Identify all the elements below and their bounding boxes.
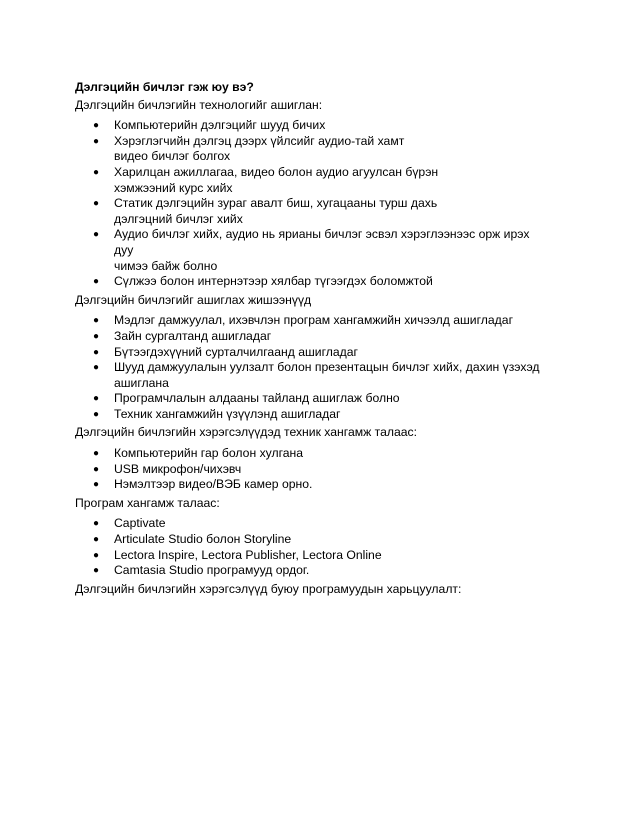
list-item-text: Компьютерийн дэлгэцийг шууд бичих	[114, 118, 326, 133]
bullet-icon: ●	[93, 549, 100, 561]
list-item	[93, 118, 575, 134]
bullet-icon: ●	[93, 120, 100, 132]
bullet-icon: ●	[93, 534, 100, 546]
list-item	[93, 328, 575, 345]
bullet-icon: ●	[93, 315, 100, 327]
document-page	[75, 80, 575, 597]
list-item-text: чимээ байж болно	[114, 258, 218, 273]
document-title: Дэлгэцийн бичлэг гэж юу вэ?	[75, 80, 254, 94]
bullet-icon: ●	[93, 408, 100, 420]
bullet-icon: ●	[93, 330, 100, 342]
list-item	[93, 516, 575, 532]
list-item	[93, 227, 575, 274]
bullet-icon: ●	[93, 479, 100, 491]
list-item-text: Бүтээгдэхүүний сурталчилгаанд ашигладаг	[114, 344, 358, 359]
list-item-text: Хэрэглэгчийн дэлгэц дээрх үйлсийг аудио-тай хамт	[114, 133, 405, 148]
bullet-icon: ●	[93, 362, 100, 374]
bullet-icon: ●	[93, 229, 100, 241]
list-item-text: Camtasia Studio програмууд ордог.	[114, 563, 310, 578]
section-heading: Дэлгэцийн бичлэгийг ашиглах жишээнүүд	[75, 292, 312, 307]
list-item-text: Програмчлалын алдааны тайланд ашиглаж болно	[114, 391, 400, 406]
list-item	[93, 164, 575, 196]
bullet-icon: ●	[93, 393, 100, 405]
list-item-text: видео бичлэг болгох	[114, 149, 231, 164]
section-heading: Дэлгэцийн бичлэгийн хэрэгсэлүүдэд техник хангамж талаас:	[75, 425, 418, 440]
list-item-text: Lectora Inspire, Lectora Publisher, Lectora Online	[114, 547, 382, 562]
list-item-text: Articulate Studio болон Storyline	[114, 532, 292, 547]
list-item-text: Мэдлэг дамжуулал, ихэвчлэн програм хангамжийн хичээлд ашигладаг	[114, 313, 514, 328]
list-item-text: дэлгэцний бичлэг хийх	[114, 211, 243, 226]
list-item	[93, 547, 575, 564]
list-item-text: USB микрофон/чихэвч	[114, 461, 242, 476]
list-item-text: Нэмэлтээр видео/ВЭБ камер орно.	[114, 477, 313, 492]
list-item	[93, 360, 575, 391]
list-item-text: хэмжээний курс хийх	[114, 180, 233, 195]
document-body	[75, 98, 575, 598]
list-item	[93, 391, 575, 407]
list-item-text: Харилцан ажиллагаа, видео болон аудио агуулсан бүрэн	[114, 164, 439, 179]
list-item-text: Captivate	[114, 516, 166, 531]
bullet-icon: ●	[93, 135, 100, 147]
list-item	[93, 274, 575, 290]
bullet-icon: ●	[93, 518, 100, 530]
list-item	[93, 446, 575, 462]
bullet-icon: ●	[93, 448, 100, 460]
list-item	[93, 196, 575, 227]
list-item	[93, 133, 575, 165]
bullet-icon: ●	[93, 346, 100, 358]
section-heading: Дэлгэцийн бичлэгийн хэрэгсэлүүд буюу програмуудын харьцуулалт:	[75, 581, 462, 596]
section-heading: Програм хангамж талаас:	[75, 495, 220, 510]
bullet-icon: ●	[93, 166, 100, 178]
list-item-text: Шууд дамжуулалын уулзалт болон презентацын бичлэг хийх, дахин үзэхэд	[114, 360, 540, 375]
list-item-text: Компьютерийн гар болон хулгана	[114, 446, 304, 461]
list-item	[93, 532, 575, 548]
list-item	[93, 461, 575, 478]
list-item-text: Сүлжээ болон интернэтээр хялбар түгээгдэх боломжтой	[114, 274, 433, 289]
bullet-icon: ●	[93, 565, 100, 577]
bullet-icon: ●	[93, 198, 100, 210]
list-item-text: Аудио бичлэг хийх, аудио нь ярианы бичлэг эсвэл хэрэглээнээс орж ирэх	[114, 227, 530, 242]
list-item	[93, 344, 575, 361]
list-item	[93, 563, 575, 579]
list-item	[93, 406, 575, 423]
list-item-text: Зайн сургалтанд ашигладаг	[114, 328, 272, 343]
list-item	[93, 313, 575, 329]
bullet-list	[75, 516, 575, 578]
bullet-list	[75, 118, 575, 290]
bullet-icon: ●	[93, 463, 100, 475]
bullet-list	[75, 313, 575, 422]
list-item-text: Техник хангамжийн үзүүлэнд ашигладаг	[114, 406, 341, 421]
list-item-text: ашиглана	[114, 375, 169, 390]
list-item-text: Статик дэлгэцийн зураг авалт биш, хугацааны турш дахь	[114, 196, 438, 211]
list-item-text: дуу	[114, 242, 134, 257]
bullet-icon: ●	[93, 276, 100, 288]
bullet-list	[75, 446, 575, 493]
section-heading: Дэлгэцийн бичлэгийн технологийг ашиглан:	[75, 97, 323, 112]
list-item	[93, 477, 575, 493]
